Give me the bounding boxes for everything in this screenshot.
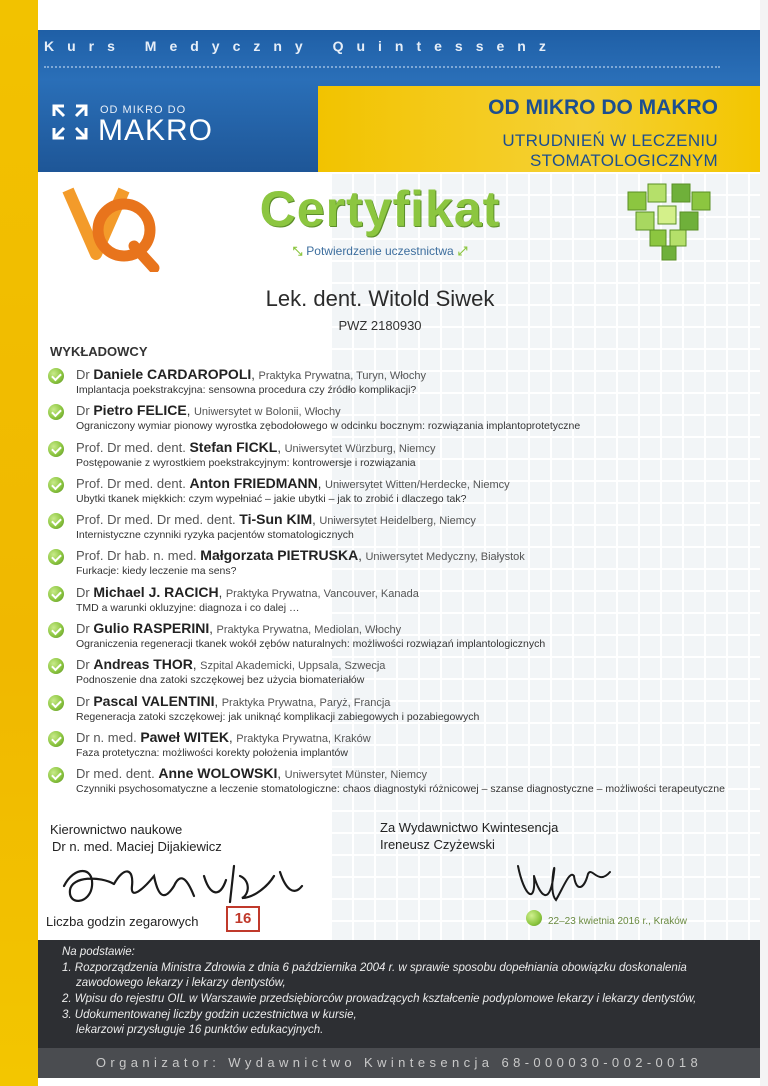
organizer-footer: Organizator: Wydawnictwo Kwintesencja 68-000030-002-0018: [38, 1048, 760, 1078]
lecturer-name: Anton FRIEDMANN: [189, 474, 318, 491]
lecturer-prefix: Dr: [76, 367, 90, 382]
left-edge-stripe: [0, 0, 38, 1086]
lecturer-affiliation: Uniwersytet Heidelberg, Niemcy: [319, 515, 476, 528]
band-subtitle: UTRUDNIEŃ W LECZENIU STOMATOLOGICZNYM: [502, 131, 718, 170]
lecturer-topic: Furkacje: kiedy leczenie ma sens?: [76, 565, 237, 578]
band-title: OD MIKRO DO MAKRO: [488, 96, 718, 119]
lecturer-name: Stefan FICKL: [189, 438, 278, 455]
lecturers-heading: WYKŁADOWCY: [50, 344, 148, 359]
lecturer-topic: TMD a warunki okluzyjne: diagnoza i co dalej …: [76, 601, 300, 614]
lecturer-prefix: Dr: [76, 621, 90, 637]
hours-label: Liczba godzin zegarowych: [46, 914, 199, 929]
lecturer-item: Prof. Dr med. Dr med. dent. Ti-Sun KIM, Uniwersytet Heidelberg, Niemcy Internistyczne czynniki ryzyka pacjentów stomatologicznych: [48, 511, 748, 547]
lecturer-prefix: Dr: [76, 693, 90, 709]
lecturer-affiliation: Praktyka Prywatna, Mediolan, Włochy: [216, 624, 402, 637]
lecturer-item: Dr Gulio RASPERINI, Praktyka Prywatna, Mediolan, Włochy Ograniczenia regeneracji tkanek wokół zębów naturalnych: możliwości rozwiązań implantologicznych: [48, 620, 748, 656]
legal-line: 3. Udokumentowanej liczby godzin uczestnictwa w kursie,: [62, 1009, 357, 1021]
lecturer-list: [48, 366, 748, 802]
lecturer-name: Gulio RASPERINI: [93, 620, 210, 637]
lecturer-topic: Implantacja poekstrakcyjna: sensowna procedura czy źródło komplikacji?: [76, 384, 417, 396]
lecturer-name: Pascal VALENTINI: [93, 692, 215, 709]
lecturer-topic: Faza protetyczna: możliwości korekty położenia implantów: [76, 746, 348, 759]
lecturer-prefix: Prof. Dr med. dent.: [76, 439, 186, 455]
check-bullet-icon: [48, 767, 64, 783]
check-bullet-icon: [48, 477, 64, 493]
legal-heading: Na podstawie:: [62, 946, 135, 958]
right-signatory-title: Za Wydawnictwo Kwintesencja: [380, 820, 559, 835]
lecturer-topic: Internistyczne czynniki ryzyka pacjentów stomatologicznych: [76, 529, 354, 542]
lecturer-name: Pietro FELICE: [93, 402, 187, 419]
lecturer-name: Ti-Sun KIM: [239, 511, 313, 528]
logo-big-text: MAKRO: [98, 114, 214, 147]
legal-line: 2. Wpisu do rejestru OIL w Warszawie przedsiębiorców prowadzących kształcenie podyplomowe lekarzy i lekarzy dentystów,: [62, 993, 697, 1005]
dotted-divider: [44, 66, 720, 68]
lecturer-affiliation: Praktyka Prywatna, Kraków: [236, 732, 371, 745]
check-bullet-icon: [48, 549, 64, 565]
check-bullet-icon: [48, 404, 64, 420]
lecturer-item: Dr n. med. Paweł WITEK, Praktyka Prywatna, Kraków Faza protetyczna: możliwości korekty położenia implantów: [48, 729, 748, 765]
lecturer-topic: Ograniczenia regeneracji tkanek wokół zębów naturalnych: możliwości rozwiązań implantologicznych: [76, 638, 546, 651]
lecturer-item: Prof. Dr med. dent. Anton FRIEDMANN, Uniwersytet Witten/Herdecke, Niemcy Ubytki tkanek miękkich: czym wypełniać – jakie ubytki – jak to zrobić i dlaczego tak?: [48, 475, 748, 511]
lecturer-topic: Ograniczony wymiar pionowy wyrostka zębodołowego w odcinku bocznym: rozwiązania implantoprotetyczne: [76, 420, 581, 433]
course-title: Kurs Medyczny Quintessenz: [44, 38, 559, 54]
lecturer-topic: Ubytki tkanek miękkich: czym wypełniać – jakie ubytki – jak to zrobić i dlaczego tak?: [76, 492, 467, 505]
lecturer-affiliation: Uniwersytet Medyczny, Białystok: [365, 551, 525, 564]
lecturer-item: Dr Pascal VALENTINI, Praktyka Prywatna, Paryż, Francja Regeneracja zatoki szczękowej: jak uniknąć komplikacji zabiegowych i pozabiegowych: [48, 693, 748, 729]
lecturer-prefix: Prof. Dr med. dent.: [76, 475, 186, 491]
right-signatory-name: Ireneusz Czyżewski: [380, 837, 495, 852]
lecturer-topic: Postępowanie z wyrostkiem poekstrakcyjnym: kontrowersje i rozwiązania: [76, 456, 416, 469]
certificate-subtitle-text: Potwierdzenie uczestnictwa: [306, 244, 454, 258]
recipient-name: Lek. dent. Witold Siwek: [265, 286, 495, 311]
legal-line: lekarzowi przysługuje 16 punktów edukacyjnych.: [76, 1024, 324, 1036]
right-edge: [760, 0, 768, 1086]
check-bullet-icon: [48, 368, 64, 384]
lecturer-affiliation: Uniwersytet Münster, Niemcy: [284, 769, 428, 782]
check-bullet-icon: [48, 658, 64, 674]
lecturer-prefix: Prof. Dr hab. n. med.: [76, 548, 197, 564]
lecturer-name: Daniele CARDAROPOLI: [93, 366, 252, 382]
logo-small-text: OD MIKRO DO: [100, 104, 187, 116]
lecturer-item: Dr Michael J. RACICH, Praktyka Prywatna, Vancouver, Kanada TMD a warunki okluzyjne: diagnoza i co dalej …: [48, 584, 748, 620]
handwritten-signature-left: [54, 846, 314, 916]
lecturer-prefix: Dr med. dent.: [76, 766, 155, 782]
left-signatory-title: Kierownictwo naukowe: [50, 822, 183, 837]
check-bullet-icon: [48, 441, 64, 457]
lecturer-name: Małgorzata PIETRUSKA: [200, 547, 359, 564]
lecturer-topic: Regeneracja zatoki szczękowej: jak uniknąć komplikacji zabiegowych i pozabiegowych: [76, 710, 480, 723]
lecturer-item: Prof. Dr hab. n. med. Małgorzata PIETRUSKA, Uniwersytet Medyczny, Białystok Furkacje: kiedy leczenie ma sens?: [48, 547, 748, 583]
handwritten-signature-right: [510, 846, 620, 916]
lecturer-affiliation: Uniwersytet Würzburg, Niemcy: [284, 442, 436, 455]
lecturer-name: Anne WOLOWSKI: [158, 765, 278, 782]
lecturer-affiliation: Szpital Akademicki, Uppsala, Szwecja: [200, 660, 386, 673]
vq-logo-icon: [62, 184, 162, 272]
arrows-logo-icon: [50, 102, 90, 142]
lecturer-topic: Czynniki psychosomatyczne a leczenie stomatologiczne: chaos diagnostyki różnicowej – szanse diagnostyczne – możliwości terapeutyczne: [76, 783, 725, 796]
lecturer-affiliation: Uniwersytet Witten/Herdecke, Niemcy: [325, 478, 510, 491]
legal-basis-box: [38, 940, 760, 1048]
lecturer-item: Dr Andreas THOR, Szpital Akademicki, Uppsala, Szwecja Podnoszenie dna zatoki szczękowej bez użycia biomateriałów: [48, 656, 748, 692]
check-bullet-icon: [48, 622, 64, 638]
lecturer-name: Paweł WITEK: [140, 728, 229, 745]
green-dot-icon: [526, 910, 542, 926]
lecturer-prefix: Dr: [76, 584, 90, 600]
lecturer-prefix: Prof. Dr med. Dr med. dent.: [76, 512, 236, 528]
recipient-pwz: PWZ 2180930: [338, 318, 422, 333]
hours-value: 16: [226, 906, 260, 932]
lecturer-affiliation: Uniwersytet w Bolonii, Włochy: [193, 406, 341, 419]
check-bullet-icon: [48, 586, 64, 602]
lecturer-topic: Podnoszenie dna zatoki szczękowej bez użycia biomateriałów: [76, 674, 365, 687]
lecturer-item: Dr Daniele CARDAROPOLI, Praktyka Prywatna, Turyn, Włochy Implantacja poekstrakcyjna: sensowna procedura czy źródło komplikacji?: [48, 366, 748, 402]
lecturer-affiliation: Praktyka Prywatna, Vancouver, Kanada: [225, 587, 419, 600]
lecturer-item: Prof. Dr med. dent. Stefan FICKL, Uniwersytet Würzburg, Niemcy Postępowanie z wyrostkiem poekstrakcyjnym: kontrowersje i rozwiązania: [48, 439, 748, 475]
lecturer-prefix: Dr: [76, 657, 90, 673]
date-place: 22–23 kwietnia 2016 r., Kraków: [548, 916, 687, 927]
certificate-subtitle: [230, 244, 530, 259]
lecturer-prefix: Dr: [76, 403, 90, 419]
legal-line: 1. Rozporządzenia Ministra Zdrowia z dnia 6 października 2004 r. w sprawie sposobu dopełniania obowiązku doskonalenia: [62, 962, 687, 974]
lecturer-affiliation: Praktyka Prywatna, Turyn, Włochy: [258, 370, 426, 382]
left-signatory-name: Dr n. med. Maciej Dijakiewicz: [52, 839, 222, 854]
arrows-mark-icon: ⤢: [457, 244, 468, 258]
lecturer-item: Dr Pietro FELICE, Uniwersytet w Bolonii, Włochy Ograniczony wymiar pionowy wyrostka zębodołowego w odcinku bocznym: rozwiązania implantoprotetyczne: [48, 402, 748, 438]
check-bullet-icon: [48, 513, 64, 529]
lecturer-name: Michael J. RACICH: [93, 583, 219, 600]
arrows-mark-icon: ⤡: [292, 244, 303, 258]
lecturer-name: Andreas THOR: [93, 656, 193, 673]
lecturer-prefix: Dr n. med.: [76, 729, 137, 745]
legal-line: zawodowego lekarzy i lekarzy dentystów,: [76, 977, 286, 989]
green-cubes-icon: [620, 176, 720, 266]
lecturer-affiliation: Praktyka Prywatna, Paryż, Francja: [221, 696, 391, 709]
certificate-title: Certyfikat: [259, 181, 501, 237]
check-bullet-icon: [48, 695, 64, 711]
lecturer-item: Dr med. dent. Anne WOLOWSKI, Uniwersytet Münster, Niemcy Czynniki psychosomatyczne a leczenie stomatologiczne: chaos diagnostyki różnicowej – szanse diagnostyczne – możliwości terapeutyczne: [48, 765, 748, 801]
check-bullet-icon: [48, 731, 64, 747]
